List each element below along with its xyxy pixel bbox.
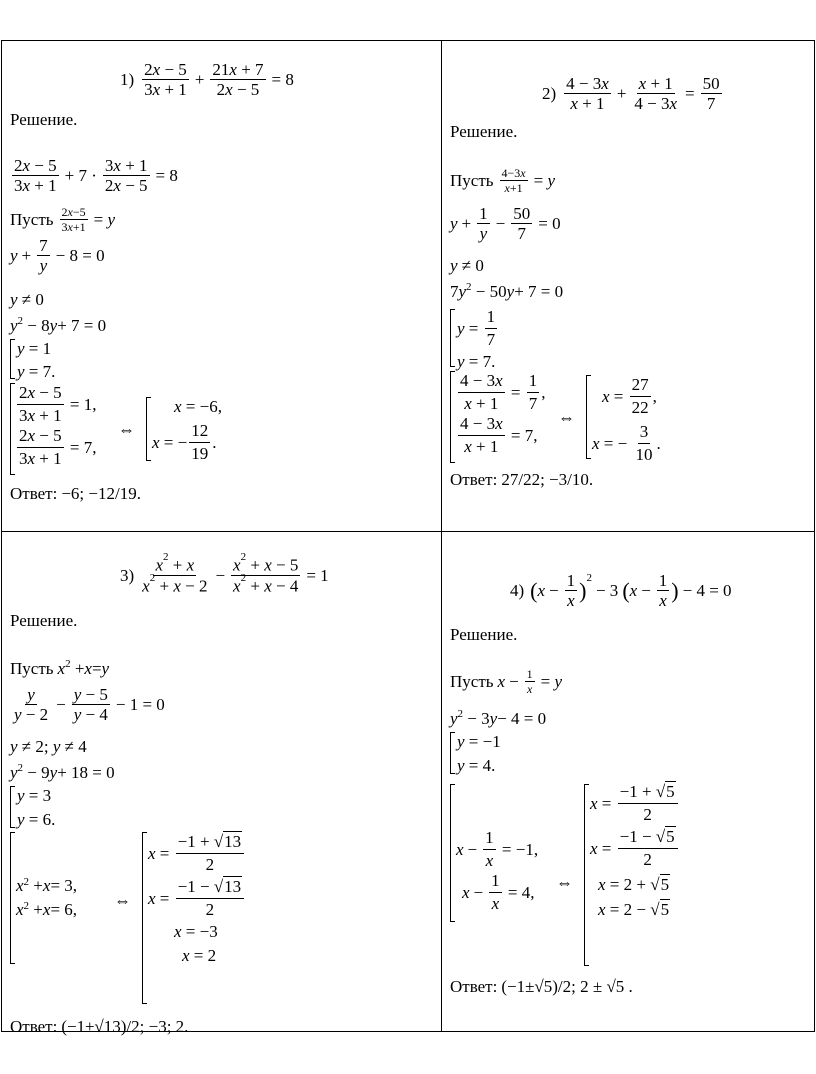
problem-1-roots-x: x = −6, x = − $\frac{12}{19}$ . bbox=[152, 397, 222, 463]
problem-4-substitution: Пусть x − $\frac{1}{x}$ = y bbox=[450, 667, 563, 696]
problem-4-number: 4) bbox=[510, 581, 525, 600]
problem-2-system-x: $\frac{4 - 3x}{x + 1}$ = $\frac{1}{7}$ , $\frac{4 - 3x}{x + 1}$ = 7, bbox=[460, 371, 546, 456]
problem-4-implies: ⇔ bbox=[556, 873, 573, 892]
problem-2-step-3: 7 y 2 − 50 y + 7 = 0 bbox=[450, 281, 564, 301]
problems-table bbox=[1, 40, 815, 1036]
problem-3-step-2: y ≠ 2; y ≠ 4 bbox=[10, 737, 87, 756]
problem-2-substitution: Пусть $\frac{4-3x}{x+1}$ = y bbox=[450, 166, 556, 195]
problem-2-answer-value: 27/22; −3/10. bbox=[501, 470, 594, 489]
problem-4-bracket-3 bbox=[584, 784, 589, 966]
problem-cell-3 bbox=[2, 532, 440, 1036]
problem-1-step-4: y 2 − 8 y + 7 = 0 bbox=[10, 315, 107, 335]
problem-4-roots-x: x = $\frac{-1 + √5}{2}$ x = $\frac{-1 - √5}{2}$ x = 2 + √ 5 x = 2 − √ 5 bbox=[590, 782, 680, 920]
problem-1-answer-value: −6; −12/19. bbox=[61, 484, 141, 503]
problem-3-answer: Ответ: (−1±√13)/2; −3; 2. bbox=[10, 1017, 189, 1036]
problem-4-bracket-2 bbox=[450, 784, 455, 922]
problem-1-step-2: y + $\frac{7}{y}$ − 8 = 0 bbox=[10, 236, 105, 275]
problem-cell-1 bbox=[2, 41, 440, 531]
problem-2-step-1: y + $\frac{1}{y}$ − $\frac{50}{7}$ = 0 bbox=[450, 204, 561, 243]
problem-1-number: 1) bbox=[120, 70, 135, 89]
problem-2-answer: Ответ: 27/22; −3/10. bbox=[450, 470, 594, 489]
problem-2-step-2: y ≠ 0 bbox=[450, 256, 484, 275]
problem-2-bracket-3 bbox=[586, 375, 591, 459]
problem-3-roots-y: y = 3 y = 6. bbox=[17, 786, 56, 829]
problem-4-equation: 4) ( x − $\frac{1}{x}$ ) 2 − 3 ( x − $\frac{1}{x}$ ) − 4 = 0 bbox=[510, 571, 732, 610]
problem-1-roots-y: y = 1 y = 7. bbox=[17, 339, 56, 381]
problem-1-bracket-3 bbox=[146, 397, 151, 461]
problem-3-let-label: Пусть bbox=[10, 659, 54, 678]
problem-1-bracket-1 bbox=[10, 339, 15, 379]
problem-3-substitution: Пусть x 2 + x = y bbox=[10, 658, 110, 678]
problem-3-implies: ⇔ bbox=[114, 891, 131, 910]
problem-3-solution-label: Решение. bbox=[10, 611, 78, 630]
problem-1-answer: Ответ: −6; −12/19. bbox=[10, 484, 141, 503]
problem-1-solution-label: Решение. bbox=[10, 110, 78, 129]
problem-2-equation: 2) $\frac{4 - 3x}{x + 1}$ + $\frac{x + 1}{4 - 3x}$ = $\frac{50}{7}$ bbox=[542, 74, 720, 113]
problem-4-answer-value: (−1±√5)/2; 2 ± √5 . bbox=[501, 977, 633, 996]
problem-1-implies: ⇔ bbox=[118, 420, 135, 439]
problem-1-system-x: $\frac{2x - 5}{3x + 1}$ = 1, $\frac{2x - 5}{3x + 1}$ = 7, bbox=[19, 383, 97, 468]
problem-3-step-3: y 2 − 9 y + 18 = 0 bbox=[10, 762, 115, 782]
problem-2-roots-x: x = $\frac{27}{22}$ , x = − $\frac{3}{10}$ . bbox=[592, 375, 661, 464]
problem-3-bracket-2 bbox=[10, 832, 15, 964]
problem-cell-4 bbox=[442, 532, 814, 1032]
problem-4-roots-y: y = −1 y = 4. bbox=[457, 732, 501, 775]
problem-3-equation: 3) $\frac{x^2 + x}{x^2 + x - 2}$ − $\frac{x^2 + x - 5}{x^2 + x - 4}$ = 1 bbox=[120, 551, 329, 596]
problem-3-number: 3) bbox=[120, 565, 135, 585]
problem-2-let-label: Пусть bbox=[450, 171, 494, 190]
problem-3-system-x: x 2 + x = 3, x 2 + x = 6, bbox=[16, 876, 78, 919]
problem-2-implies: ⇔ bbox=[558, 408, 575, 427]
problem-2-roots-y: y = $\frac{1}{7}$ y = 7. bbox=[457, 307, 496, 371]
problem-3-bracket-1 bbox=[10, 786, 15, 828]
problem-1-let-label: Пусть bbox=[10, 210, 54, 229]
problem-4-answer: Ответ: (−1±√5)/2; 2 ± √5 . bbox=[450, 977, 633, 996]
problem-cell-2 bbox=[442, 41, 814, 531]
problem-4-system-x: x − $\frac{1}{x}$ = −1, x − $\frac{1}{x}$ = 4, bbox=[456, 828, 539, 913]
problem-4-step-1: y 2 − 3 y − 4 = 0 bbox=[450, 708, 547, 728]
problem-4-let-label: Пусть bbox=[450, 672, 494, 691]
problem-3-step-1: $\frac{y}{y - 2}$ − $\frac{y - 5}{y - 4}$ − 1 = 0 bbox=[14, 685, 165, 724]
problem-2-solution-label: Решение. bbox=[450, 122, 518, 141]
problem-3-answer-value: (−1±√13)/2; −3; 2. bbox=[61, 1017, 189, 1036]
problem-1-equation: 1) $\frac{2x - 5}{3x + 1}$ + $\frac{21x + 7}{2x - 5}$ = 8 bbox=[120, 60, 294, 99]
problem-4-bracket-1 bbox=[450, 732, 455, 774]
problem-4-solution-label: Решение. bbox=[450, 625, 518, 644]
problem-1-step-3: y ≠ 0 bbox=[10, 290, 44, 309]
problem-1-substitution: Пусть $\frac{2x-5}{3x+1}$ = y bbox=[10, 205, 116, 234]
problem-3-roots-x: x = $\frac{-1 + √13}{2}$ x = $\frac{-1 - √13}{2}$ x = −3 x = 2 bbox=[148, 832, 246, 966]
problem-2-number: 2) bbox=[542, 84, 557, 103]
problem-3-bracket-3 bbox=[142, 832, 147, 1004]
problem-1-step-1: $\frac{2x - 5}{3x + 1}$ + 7 · $\frac{3x + 1}{2x - 5}$ = 8 bbox=[14, 156, 178, 195]
problem-2-bracket-2 bbox=[450, 371, 455, 463]
problem-2-bracket-1 bbox=[450, 309, 455, 367]
